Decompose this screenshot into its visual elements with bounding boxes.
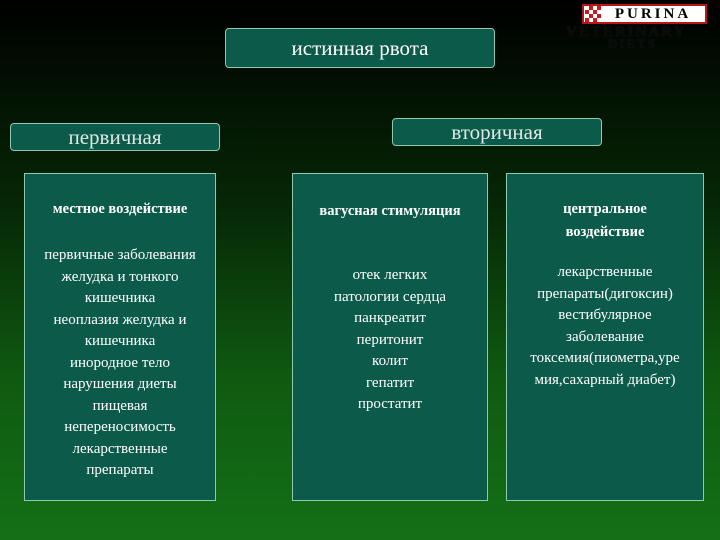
heading-line: воздействие <box>565 224 645 240</box>
list-item: препараты <box>86 462 154 478</box>
heading-line: местное воздействие <box>52 201 188 217</box>
list-item: колит <box>372 353 408 369</box>
column-heading <box>31 198 209 221</box>
title-box <box>225 28 495 68</box>
secondary-label: вторичная <box>451 119 543 144</box>
list-item: мия,сахарный диабет) <box>534 371 676 388</box>
column-heading <box>513 198 697 244</box>
list-item: простатит <box>357 396 423 412</box>
column-items <box>299 265 481 416</box>
list-item: препараты(дигоксин) <box>537 285 673 302</box>
list-item: непереносимость <box>64 419 176 435</box>
list-item: гепатит <box>365 374 415 391</box>
list-item: нарушения диеты <box>63 376 177 392</box>
column-local-effect <box>24 173 216 501</box>
column-central-effect <box>506 173 704 501</box>
logo-line-veterinary: VETERINARY <box>566 24 687 40</box>
list-item: заболевание <box>566 328 644 345</box>
purina-logo <box>566 2 716 54</box>
list-item: кишечника <box>84 290 156 306</box>
heading-line: вагусная стимуляция <box>319 203 461 219</box>
list-item: пищевая <box>92 397 148 414</box>
checkerboard-icon <box>585 6 601 22</box>
list-item: лекарственные <box>72 440 168 457</box>
list-item: перитонит <box>356 331 424 348</box>
list-item: желудка и тонкого <box>61 268 179 285</box>
list-item: кишечника <box>84 333 156 349</box>
list-item: лекарственные <box>557 264 653 280</box>
list-item: неоплазия желудка и <box>53 311 187 328</box>
heading-line: центральное <box>563 201 647 217</box>
secondary-box <box>392 118 602 146</box>
logo-brand: PURINA <box>614 6 692 22</box>
list-item: вестибулярное <box>558 307 652 323</box>
list-item: отек легких <box>352 267 428 283</box>
list-item: патологии сердца <box>333 288 447 305</box>
primary-label: первичная <box>68 124 162 149</box>
purina-logo-bar <box>582 4 707 24</box>
column-vagal-stimulation <box>292 173 488 501</box>
list-item: панкреатит <box>354 310 426 326</box>
logo-line-diets: DIETS <box>608 36 658 51</box>
column-items <box>31 245 209 482</box>
list-item: инородное тело <box>69 354 171 371</box>
list-item: токсемия(пиометра,уре <box>530 350 680 366</box>
column-heading <box>299 200 481 223</box>
column-items <box>513 262 697 391</box>
diagram-title: истинная рвота <box>291 35 429 60</box>
primary-box <box>10 123 220 151</box>
list-item: первичные заболевания <box>44 247 196 263</box>
